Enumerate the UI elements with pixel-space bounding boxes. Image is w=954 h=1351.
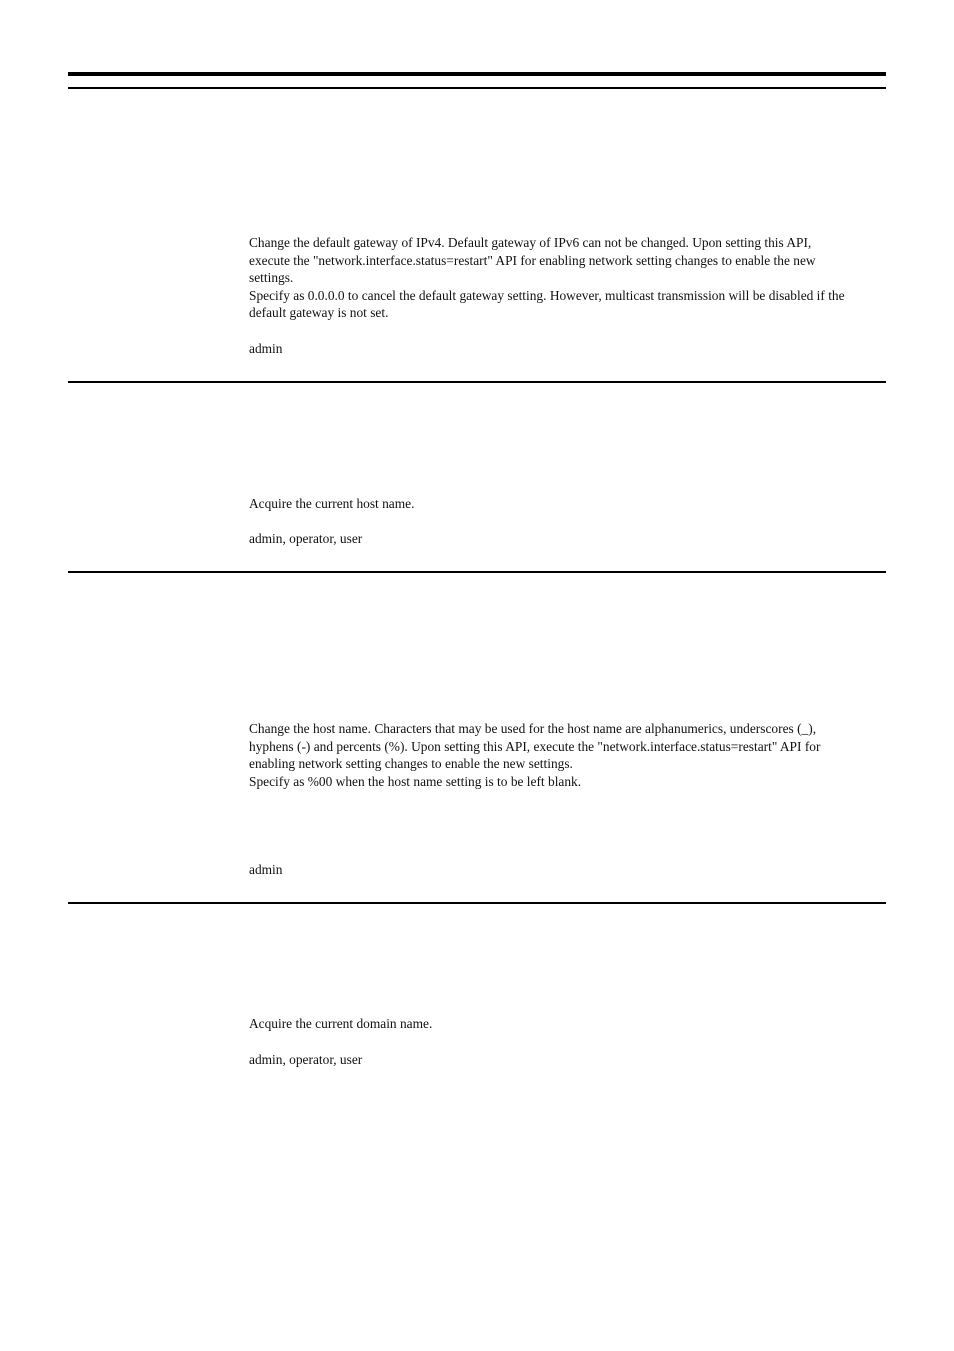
- section-divider: [68, 381, 886, 383]
- section-1-line: Specify as 0.0.0.0 to cancel the default gateway setting. However, multicast transmission will be disabled if the: [249, 287, 845, 303]
- section-3-line: enabling network setting changes to enable the new settings.: [249, 756, 573, 772]
- section-3-access: admin: [249, 862, 283, 877]
- section-4-access: admin, operator, user: [249, 1052, 363, 1067]
- section-1-line: default gateway is not set.: [249, 305, 389, 321]
- section-2-line: Acquire the current host name.: [249, 496, 415, 511]
- section-3-line: Change the host name. Characters that may be used for the host name are alphanumerics, underscores (_),: [249, 721, 817, 736]
- section-divider: [68, 902, 886, 904]
- section-1-line: Change the default gateway of IPv4. Default gateway of IPv6 can not be changed. Upon setting this API,: [249, 235, 812, 250]
- header-thick-rule: [68, 72, 886, 76]
- section-2-access: admin, operator, user: [249, 531, 363, 546]
- section-3-description: [249, 720, 889, 790]
- section-1-access: admin: [249, 341, 283, 356]
- section-3-line: Specify as %00 when the host name setting is to be left blank.: [249, 773, 582, 789]
- section-1-line: settings.: [249, 270, 294, 286]
- section-4-line: Acquire the current domain name.: [249, 1016, 433, 1031]
- section-2-description: [249, 495, 889, 513]
- section-1-line: execute the "network.interface.status=restart" API for enabling network setting changes to enable the new: [249, 252, 816, 268]
- section-4-description: [249, 1015, 889, 1033]
- section-divider: [68, 571, 886, 573]
- header-thin-rule: [68, 87, 886, 89]
- section-1-description: [249, 234, 889, 322]
- section-3-line: hyphens (-) and percents (%). Upon setting this API, execute the "network.interface.status=restart" API for: [249, 738, 821, 754]
